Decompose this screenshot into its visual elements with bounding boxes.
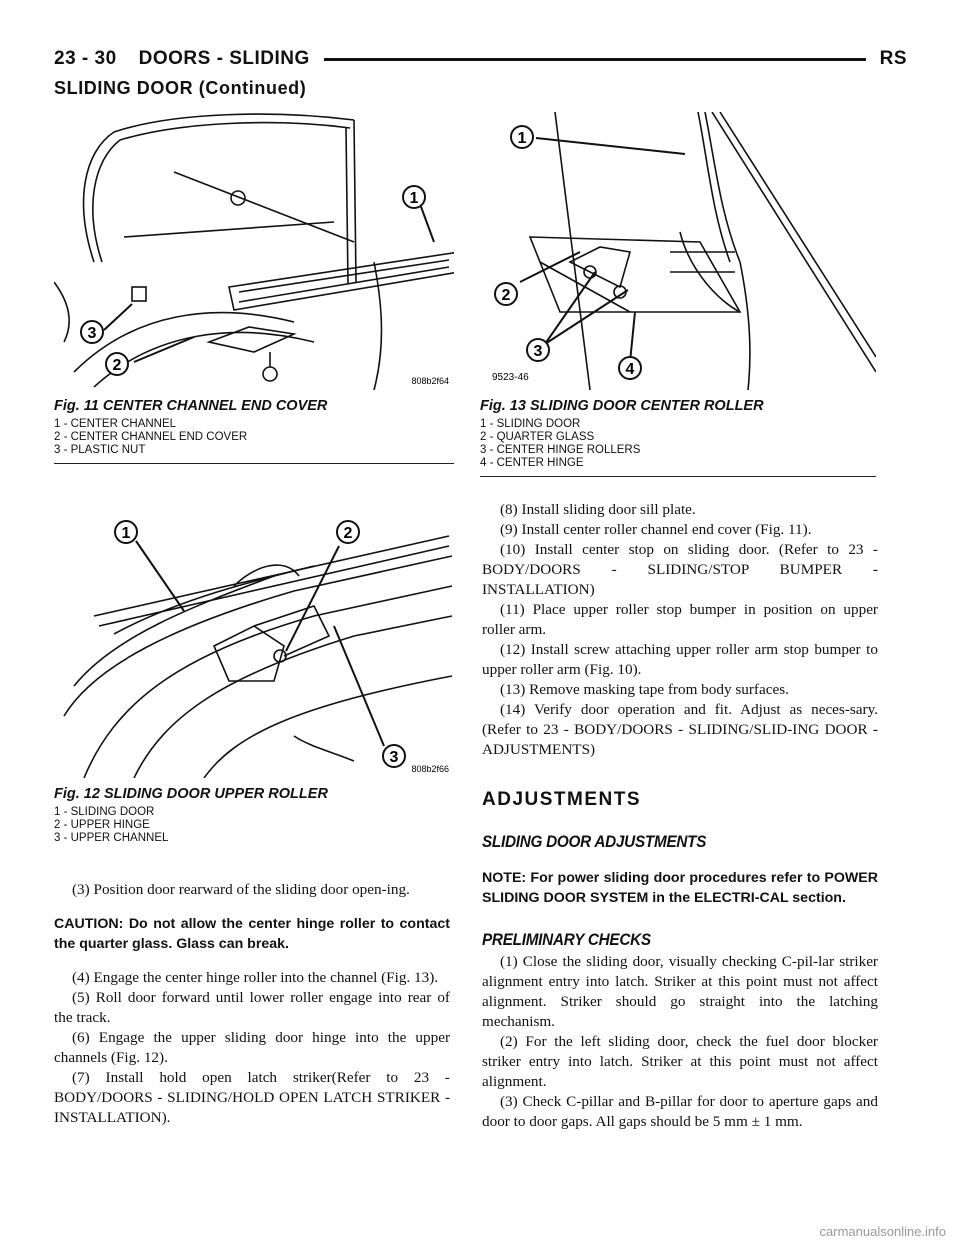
fig13-caption: Fig. 13 SLIDING DOOR CENTER ROLLER: [480, 398, 764, 414]
step-11: (11) Place upper roller stop bumper in position on upper roller arm.: [482, 601, 878, 638]
continued-heading: SLIDING DOOR (Continued): [54, 78, 307, 98]
fig12-legend-item: 3 - UPPER CHANNEL: [54, 832, 169, 844]
fig13-legend: [480, 418, 876, 470]
step-5: (5) Roll door forward until lower roller engage into rear of the track.: [54, 989, 450, 1026]
fig11-legend-item: 1 - CENTER CHANNEL: [54, 418, 177, 430]
header-rule: [324, 58, 866, 61]
preliminary-checks-heading: PRELIMINARY CHECKS: [482, 930, 651, 949]
fig12-legend-item: 2 - UPPER HINGE: [54, 819, 150, 831]
step-14: (14) Verify door operation and fit. Adjust as neces-sary. (Refer to 23 - BODY/DOORS - SLIDING/SLID-ING DOOR - ADJUSTMENTS): [482, 701, 878, 758]
step-6: (6) Engage the upper sliding door hinge into the upper channels (Fig. 12).: [54, 1029, 450, 1066]
step-7: (7) Install hold open latch striker(Refer to 23 - BODY/DOORS - SLIDING/HOLD OPEN LATCH STRIKER - INSTALLATION).: [54, 1069, 450, 1126]
fig13-callout-3: 3: [533, 343, 543, 360]
fig11-legend-item: 2 - CENTER CHANNEL END COVER: [54, 431, 248, 443]
step-10: (10) Install center stop on sliding door. (Refer to 23 - BODY/DOORS - SLIDING/STOP BUMPER - INSTALLATION): [482, 541, 878, 598]
fig12-caption: Fig. 12 SLIDING DOOR UPPER ROLLER: [54, 786, 328, 802]
fig13-code: 9523-46: [492, 372, 529, 383]
step-3: (3) Position door rearward of the sliding door open-ing.: [72, 881, 410, 898]
fig11-code: 808b2f64: [411, 376, 449, 386]
fig13-legend-item: 3 - CENTER HINGE ROLLERS: [480, 444, 641, 456]
fig12-callout-1: 1: [121, 525, 131, 542]
fig13-callout-1: 1: [517, 130, 527, 147]
sliding-door-adjustments-heading: SLIDING DOOR ADJUSTMENTS: [482, 832, 707, 851]
fig12-code: 808b2f66: [411, 764, 449, 774]
step-13: (13) Remove masking tape from body surfaces.: [500, 681, 789, 698]
left-column-text: [54, 880, 450, 1128]
page-header: [54, 44, 907, 74]
fig13-legend-item: 1 - SLIDING DOOR: [480, 418, 581, 430]
adjustments-heading: ADJUSTMENTS: [482, 789, 642, 810]
fig11-caption: Fig. 11 CENTER CHANNEL END COVER: [54, 398, 328, 414]
fig11-callout-1: 1: [409, 190, 419, 207]
figure-divider: [54, 463, 454, 464]
step-4: (4) Engage the center hinge roller into the channel (Fig. 13).: [72, 969, 439, 986]
fig13-legend-item: 2 - QUARTER GLASS: [480, 431, 595, 443]
fig11-legend: [54, 418, 454, 457]
fig12-callout-2: 2: [343, 525, 353, 542]
fig13-callout-4: 4: [625, 361, 635, 378]
fig11-illustration: [54, 112, 454, 390]
check-1: (1) Close the sliding door, visually checking C-pil-lar striker alignment entry into latch. Striker at this point must not affect alignment. Striker should go straight into the latching mechanism.: [482, 953, 878, 1030]
fig11-legend-item: 3 - PLASTIC NUT: [54, 444, 146, 456]
page-number: 23 - 30: [54, 48, 117, 69]
figure-11: [54, 112, 454, 464]
step-9: (9) Install center roller channel end cover (Fig. 11).: [500, 521, 812, 538]
figure-12: [54, 506, 454, 845]
fig13-illustration: [480, 112, 876, 390]
figure-divider: [480, 476, 876, 477]
fig13-legend-item: 4 - CENTER HINGE: [480, 457, 584, 469]
right-column-text: [482, 500, 878, 1132]
fig11-callout-2: 2: [112, 357, 122, 374]
fig12-illustration: [54, 506, 454, 778]
model-code: RS: [879, 48, 907, 69]
watermark: carmanualsonline.info: [819, 1224, 946, 1239]
fig11-callout-3: 3: [87, 325, 97, 342]
power-door-note: NOTE: For power sliding door procedures refer to POWER SLIDING DOOR SYSTEM in the ELECTRI-CAL section.: [482, 870, 878, 906]
fig12-legend: [54, 806, 454, 845]
section-title: DOORS - SLIDING: [138, 48, 310, 69]
step-8: (8) Install sliding door sill plate.: [500, 501, 696, 518]
step-12: (12) Install screw attaching upper roller arm stop bumper to upper roller arm (Fig. 10).: [482, 641, 878, 678]
check-2: (2) For the left sliding door, check the fuel door blocker striker entry into latch. Striker at this point must not affect alignment.: [482, 1033, 878, 1090]
figure-13: [480, 112, 876, 477]
caution-note: CAUTION: Do not allow the center hinge roller to contact the quarter glass. Glass can break.: [54, 916, 450, 952]
fig12-legend-item: 1 - SLIDING DOOR: [54, 806, 155, 818]
check-3: (3) Check C-pillar and B-pillar for door to aperture gaps and door to door gaps. All gaps should be 5 mm ± 1 mm.: [482, 1093, 878, 1130]
fig13-callout-2: 2: [501, 287, 511, 304]
fig12-callout-3: 3: [389, 749, 399, 766]
